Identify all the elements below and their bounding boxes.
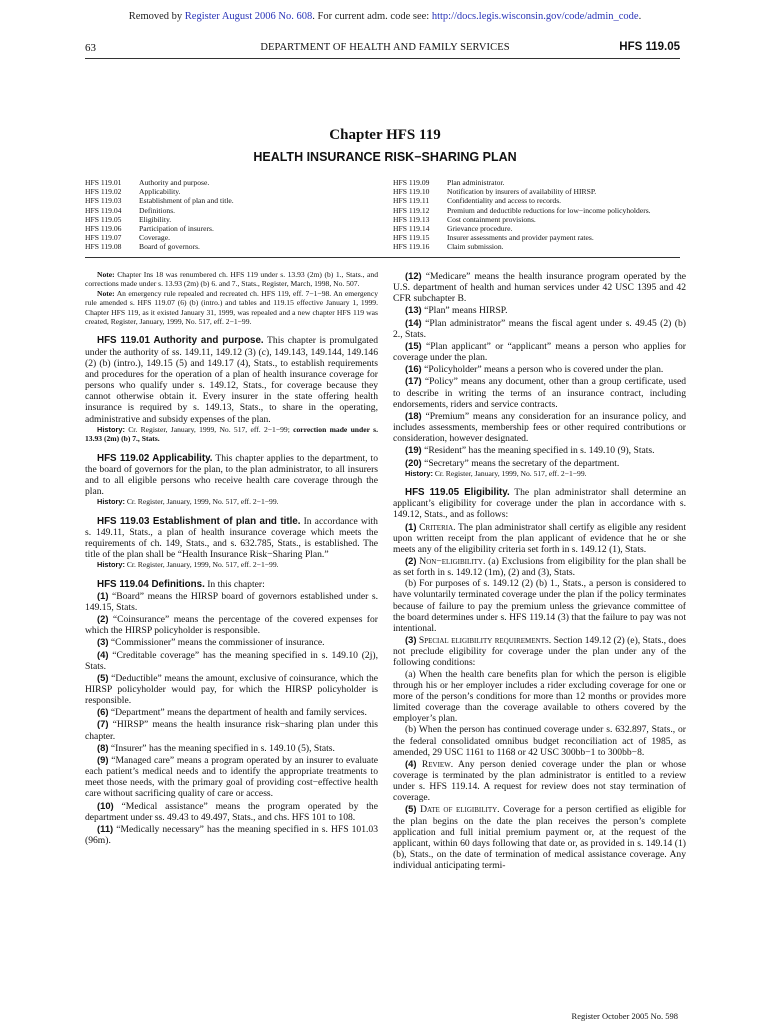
definition-item (85, 672, 378, 706)
toc-number: HFS 119.14 (393, 224, 430, 234)
section-119-04: HFS 119.04 Definitions. In this chapter: (97, 578, 265, 590)
definition-item (393, 375, 686, 409)
toc-entry (85, 215, 370, 224)
definition-text: “Policyholder” means a person who is covered under the plan. (421, 364, 664, 376)
definition-text: “Medically necessary” has the meaning specified in s. HFS 101.03 (96m). (85, 823, 378, 846)
note-1: Note: Chapter Ins 18 was renumbered ch. HFS 119 under s. 13.93 (2m) (b) 1., Stats., and corrections made under s. 13.93 (2m) (b) 6. and 7., Stats., Register, March, 1998, No. 507. (85, 270, 378, 289)
toc-title: Definitions. (139, 205, 176, 215)
definition-number: (13) (405, 304, 422, 316)
definition-text: “HIRSP” means the health insurance risk−sharing plan under this chapter. (85, 719, 378, 742)
definition-text: “Premium” means any consideration for an insurance policy, and includes assessments, membership fees or other required contributions or consideration, however designated. (393, 410, 686, 445)
toc-right (393, 178, 693, 252)
definition-text: “Board” means the HIRSP board of governors established under s. 149.15, Stats. (85, 590, 378, 613)
special-eligibility-a: (a) When the health care benefits plan for which the person is eligible through his or her employer includes a rider excluding coverage for one or more of the person’s conditions for more than 12 months or provides more limited coverage than the coverage available to others covered by the employer’s plan. (393, 668, 686, 725)
definition-text: “Deductible” means the amount, exclusive of coinsurance, which the HIRSP policyholder would pay, for which the HIRSP policyholder is responsible. (85, 672, 378, 707)
left-column (85, 270, 378, 846)
toc-entry (85, 206, 370, 215)
definitions-list-left (85, 590, 378, 846)
definition-item (85, 590, 378, 613)
admin-code-link[interactable]: http://docs.legis.wisconsin.gov/code/admin_code (431, 11, 639, 22)
definition-number: (9) (97, 753, 109, 765)
toc-title: Board of governors. (139, 242, 200, 252)
toc-entry (85, 242, 370, 251)
toc-title: Confidentiality and access to records. (447, 196, 562, 206)
definition-text: “Plan applicant” or “applicant” means a person who applies for coverage under the plan. (393, 340, 686, 364)
definition-number: (16) (405, 363, 422, 375)
definition-item (85, 823, 378, 846)
definition-number: (12) (405, 270, 422, 281)
history-119-02: History: Cr. Register, January, 1999, No. 517, eff. 2−1−99. (97, 497, 279, 507)
definition-number: (4) (97, 648, 109, 660)
definition-text: “Medicare” means the health insurance program operated by the U.S. department of health and human services under 42 USC 1395 and 42 CFR subchapter B. (393, 271, 686, 305)
section-119-05: HFS 119.05 Eligibility. The plan administrator shall determine an applicant’s eligibility for coverage under the plan in accordance with s. 149.12, Stats., and as follows: (393, 487, 686, 521)
definition-number: (17) (405, 375, 422, 387)
notice-middle: . For current adm. code see: (312, 11, 432, 22)
definition-item (393, 270, 686, 304)
page-number: 63 (85, 42, 96, 54)
toc-number: HFS 119.06 (85, 224, 122, 234)
definition-text: “Plan” means HIRSP. (421, 305, 508, 317)
definition-item (85, 636, 378, 648)
definition-number: (2) (97, 613, 109, 625)
toc-title: Establishment of plan and title. (139, 196, 234, 206)
definition-text: “Secretary” means the secretary of the department. (421, 457, 620, 469)
running-header-code: HFS 119.05 (619, 41, 680, 53)
definition-item (85, 613, 378, 636)
toc-title: Insurer assessments and provider payment rates. (447, 233, 594, 243)
non-eligibility: (2) Non−eligibility. (a) Exclusions from eligibility for the plan shall be as set forth in s. 149.12 (1m), (2) and (3), Stats. (393, 555, 686, 579)
definition-text: “Managed care” means a program operated by an insurer to evaluate each patient’s medical needs and to identify the appropriate treatments to meet those needs, with the primary goal of providing cost−effective health care without sacrificing quality of care or access. (85, 754, 378, 800)
toc-title: Authority and purpose. (139, 178, 210, 187)
definition-number: (8) (97, 741, 109, 753)
toc-title: Notification by insurers of availability of HIRSP. (447, 187, 597, 197)
definition-item (85, 742, 378, 754)
chapter-subtitle: HEALTH INSURANCE RISK−SHARING PLAN (253, 150, 517, 164)
definition-number: (14) (405, 316, 422, 328)
note-2: Note: An emergency rule repealed and recreated ch. HFS 119, eff. 7−1−98. An emergency rule amended s. HFS 119.07 (6) (b) (intro.) and tables and 119.15 effective January 1, 1999. Chapter HFS 119, as it existed January 31, 1999, was repealed and a new chapter HFS 119 was created, Register, January, 1999, No. 517, eff. 2−1−99. (85, 288, 378, 327)
toc-title: Plan administrator. (447, 178, 505, 187)
definitions-list-right (393, 270, 686, 469)
definition-item (85, 754, 378, 800)
definition-item (393, 410, 686, 444)
history-119-03: History: Cr. Register, January, 1999, No. 517, eff. 2−1−99. (97, 560, 279, 570)
toc-number: HFS 119.10 (393, 187, 430, 197)
definition-text: “Medical assistance” means the program operated by the department under ss. 49.43 to 49.497, Stats., and chs. HFS 101 to 108. (85, 800, 378, 823)
toc-entry (393, 215, 693, 224)
toc-number: HFS 119.03 (85, 196, 122, 206)
right-column (393, 270, 686, 871)
toc-number: HFS 119.01 (85, 178, 122, 187)
date-of-eligibility: (5) Date of eligibility. Coverage for a person certified as eligible for the plan begins on the date the plan receives the person’s complete application and full initial premium payment or, at the request of the applicant, within 60 days following that date or, as provided in s. 149.14 (1) (b), Stats., on the date of termination of medical assistance coverage. Any individual anticipating termi- (393, 803, 686, 872)
definition-text: “Commissioner” means the commissioner of insurance. (108, 637, 325, 649)
header-rule (85, 58, 680, 59)
toc-entry (393, 187, 693, 196)
special-eligibility: (3) Special eligibility requirements. Section 149.12 (2) (e), Stats., does not preclude eligibility for coverage under the plan under any of the following conditions: (393, 634, 686, 669)
section-119-02: HFS 119.02 Applicability. This chapter applies to the department, to the board of governors for the plan, to the plan administrator, to all insurers and to all eligible persons who receive health care coverage through the plan. (85, 452, 378, 497)
toc-number: HFS 119.02 (85, 187, 122, 197)
definition-text: “Plan administrator” means the fiscal agent under s. 49.45 (2) (b) 2., Stats. (393, 317, 686, 340)
definition-item (393, 444, 686, 456)
toc-title: Premium and deductible reductions for low−income policyholders. (447, 205, 651, 215)
toc-entry (393, 233, 693, 242)
removed-notice (0, 11, 770, 22)
toc-entry (85, 233, 370, 242)
toc-number: HFS 119.05 (85, 214, 122, 224)
section-119-01: HFS 119.01 Authority and purpose. This chapter is promulgated under the authority of ss. 149.11, 149.12 (3) (c), 149.143, 149.144, 149.146 (2) (b) (intro.), 149.15 (5) and 149.17 (4), Stats., to establish requirements and procedures for the operation of a plan of health insurance coverage for persons who qualify under s. 149.12, Stats., for coverage because they cannot otherwise obtain it. Every insurer in the state offering health insurance is required by s. 149.13, Stats., to share in the operating, administrative and subsidy expenses of the plan. (85, 335, 378, 425)
definition-item (85, 800, 378, 823)
definition-text: “Department” means the department of health and family services. (108, 707, 367, 719)
definition-item (85, 706, 378, 718)
toc-title: Eligibility. (139, 214, 172, 224)
toc-title: Grievance procedure. (447, 224, 513, 234)
definition-text: “Coinsurance” means the percentage of the covered expenses for which the HIRSP policyholder is responsible. (85, 614, 378, 637)
toc-number: HFS 119.16 (393, 242, 430, 252)
notice-suffix: . (638, 11, 642, 22)
toc-number: HFS 119.12 (393, 205, 430, 215)
non-eligibility-b: (b) For purposes of s. 149.12 (2) (b) 1., Stats., a person is considered to have voluntarily terminated coverage under the plan if the policy terminates because of failure to pay the premium unless the grievance committee of the board determines under s. HFS 119.14 (3) that the failure to pay was not intentional. (393, 578, 686, 634)
definition-item (85, 718, 378, 741)
toc-title: Claim submission. (447, 242, 504, 252)
toc-number: HFS 119.13 (393, 214, 430, 224)
toc-number: HFS 119.08 (85, 242, 122, 252)
definition-item (85, 649, 378, 672)
definition-item (393, 304, 686, 316)
toc-number: HFS 119.09 (393, 178, 430, 187)
toc-rule (85, 257, 680, 258)
definition-text: “Resident” has the meaning specified in s. 149.10 (9), Stats. (421, 445, 655, 457)
definition-item (393, 317, 686, 340)
definition-number: (19) (405, 444, 422, 456)
toc-entry (85, 196, 370, 205)
toc-number: HFS 119.07 (85, 233, 122, 243)
toc-number: HFS 119.11 (393, 196, 430, 206)
definition-text: “Insurer” has the meaning specified in s. 149.10 (5), Stats. (108, 742, 335, 754)
toc-entry (85, 224, 370, 233)
toc-entry (393, 242, 693, 251)
register-link[interactable]: Register August 2006 No. 608 (184, 11, 313, 22)
definition-number: (1) (97, 589, 109, 601)
special-eligibility-b: (b) When the person has continued coverage under s. 632.897, Stats., or the federal consolidated omnibus budget reconciliation act of 1985, as amended, 29 USC 1161 to 1168 or 42 USC 300bb−1 to 300bb−8. (393, 724, 686, 758)
definition-number: (5) (97, 671, 109, 683)
section-119-03: HFS 119.03 Establishment of plan and title. In accordance with s. 149.11, Stats., a plan of health insurance coverage which meets the requirements of ch. 149, Stats., and s. 632.785, Stats., is established. The title of the plan shall be “Health Insurance Risk−Sharing Plan.” (85, 515, 378, 560)
definition-number: (7) (97, 718, 109, 730)
toc-title: Applicability. (139, 187, 181, 197)
definition-number: (6) (97, 706, 109, 718)
definition-number: (10) (97, 799, 114, 811)
definition-text: “Creditable coverage” has the meaning specified in s. 149.10 (2j), Stats. (85, 649, 378, 672)
definition-item (393, 340, 686, 363)
chapter-title: Chapter HFS 119 (329, 127, 441, 143)
toc-left (85, 178, 370, 252)
definition-number: (3) (97, 636, 109, 648)
toc-entry (393, 224, 693, 233)
toc-entry (393, 178, 693, 187)
eligibility-criteria: (1) Criteria. The plan administrator shall certify as eligible any resident upon written receipt from the plan applicant of evidence that he or she meets any of the eligibility criteria set forth in s. 149.12 (1), Stats. (393, 520, 686, 555)
definition-number: (20) (405, 456, 422, 468)
toc-title: Coverage. (139, 233, 170, 243)
toc-entry (393, 196, 693, 205)
definition-number: (11) (97, 822, 114, 834)
review: (4) Review. Any person denied coverage under the plan or whose coverage is terminated by the plan administrator is entitled to a review under s. HFS 119.14. A request for review does not stay termination of coverage. (393, 757, 686, 804)
definition-item (393, 363, 686, 375)
toc-number: HFS 119.04 (85, 205, 122, 215)
definition-item (393, 457, 686, 469)
history-119-04: History: Cr. Register, January, 1999, No. 517, eff. 2−1−99. (405, 468, 587, 478)
history-119-01: History: Cr. Register, January, 1999, No. 517, eff. 2−1−99; correction made under s. 13.93 (2m) (b) 7., Stats. (85, 424, 378, 444)
notice-prefix: Removed by (128, 11, 185, 22)
definition-text: “Policy” means any document, other than a group certificate, used to describe in writing the terms of an insurance contract, including endorsements, riders and service contracts. (393, 376, 686, 410)
toc-entry (393, 206, 693, 215)
running-header-department: DEPARTMENT OF HEALTH AND FAMILY SERVICES (260, 42, 510, 53)
toc-title: Participation of insurers. (139, 224, 214, 234)
toc-title: Cost containment provisions. (447, 214, 536, 224)
definition-number: (18) (405, 409, 422, 421)
toc-entry (85, 187, 370, 196)
toc-number: HFS 119.15 (393, 233, 430, 243)
definition-number: (15) (405, 339, 422, 351)
toc-entry (85, 178, 370, 187)
footer-register: Register October 2005 No. 598 (571, 1011, 678, 1021)
